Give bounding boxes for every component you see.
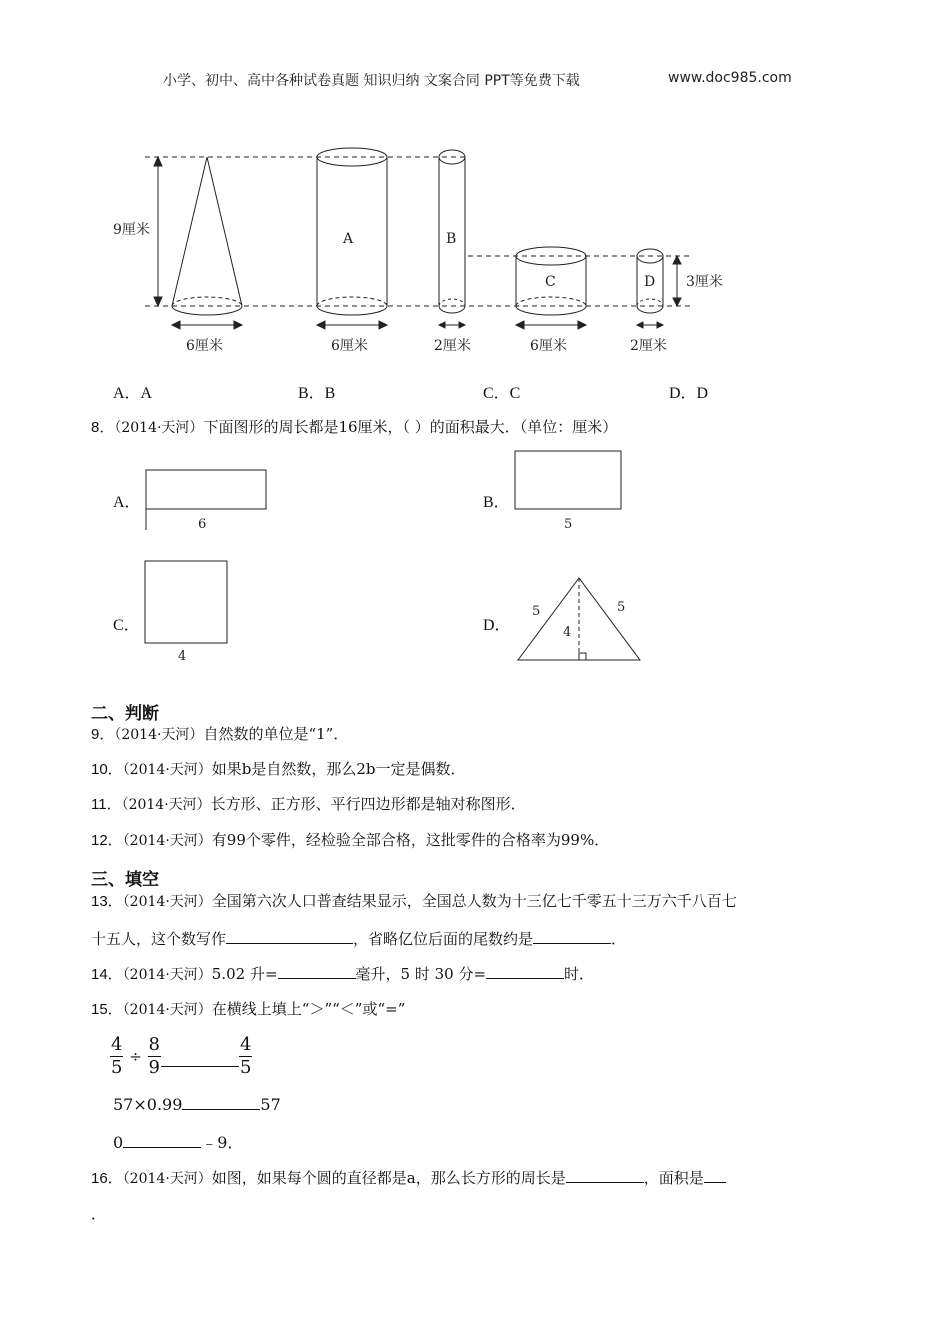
q7-figure [0, 0, 950, 380]
square-c-dim: 4 [178, 649, 187, 664]
q14-text-3: 时． [564, 965, 595, 983]
shape-label-c: C [545, 274, 556, 290]
q10-source: （2014·天河） [122, 762, 212, 778]
q12 [91, 829, 609, 850]
q14-blank-1[interactable] [278, 964, 356, 979]
q14-number: 14． [91, 966, 123, 983]
q13-line1 [91, 890, 737, 911]
q8-option-c-label[interactable]: C． [113, 617, 140, 634]
q8-source: （2014·天河） [114, 420, 204, 436]
q11-source: （2014·天河） [121, 797, 211, 813]
q15-row3-right: ﹣9． [201, 1133, 244, 1152]
shape-label-a: A [343, 231, 354, 247]
q9-text: 自然数的单位是“1”． [203, 725, 349, 743]
height-3-label: 3厘米 [686, 274, 723, 290]
square-4 [145, 561, 227, 643]
q15-row3 [113, 1130, 243, 1153]
section-judge-title: 二、判断 [91, 704, 159, 724]
rectangle-6 [146, 470, 266, 509]
q8-number: 8． [91, 419, 115, 436]
q16-text-2: ，面积是 [643, 1169, 704, 1187]
divide-sign: ÷ [129, 1047, 142, 1066]
q15-source: （2014·天河） [122, 1002, 212, 1018]
q11-number: 11． [91, 796, 122, 813]
q8-option-b-label[interactable]: B． [483, 494, 510, 511]
q8-question [91, 416, 617, 437]
q7-option-b[interactable]: B．B [298, 385, 336, 402]
q13-blank-1[interactable] [226, 929, 353, 944]
shape-label-d: D [644, 274, 656, 290]
fraction-4-5-right: $\frac{4}{5}$ [239, 1034, 252, 1078]
q15-blank-1[interactable] [161, 1046, 239, 1067]
triangle [518, 578, 640, 660]
q15-row2-left: 57×0.99 [113, 1095, 183, 1114]
q10 [91, 758, 466, 779]
header-url[interactable]: www.doc985.com [668, 70, 792, 86]
triangle-height: 4 [563, 625, 572, 640]
q14-source: （2014·天河） [122, 967, 212, 983]
q8-figures [0, 440, 950, 670]
height-9-label: 9厘米 [113, 222, 150, 238]
q13-number: 13． [91, 893, 123, 910]
fraction-4-5: $\frac{4}{5}$ [111, 1034, 123, 1078]
q11 [91, 793, 526, 814]
q15-row2-right: 57 [260, 1095, 281, 1114]
q15-blank-3[interactable] [123, 1133, 201, 1148]
section-fill-title: 三、填空 [91, 870, 159, 890]
q8-option-d-label[interactable]: D． [483, 617, 511, 634]
q14 [91, 963, 594, 984]
q16 [91, 1167, 726, 1188]
q16-text-1: 如图，如果每个圆的直径都是a，那么长方形的周长是 [211, 1169, 566, 1187]
q13-text-a: 十五人，这个数写作 [91, 930, 227, 948]
shape-label-b: B [446, 231, 457, 247]
q16-source: （2014·天河） [122, 1171, 212, 1187]
q15-number: 15． [91, 1001, 123, 1018]
fraction-8-9: $\frac{8}{9}$ [148, 1034, 160, 1078]
triangle-left-side: 5 [532, 604, 541, 619]
rectangle-5 [515, 451, 621, 509]
cone-base-label: 6厘米 [186, 338, 223, 354]
q15-row1 [110, 1034, 252, 1079]
q7-option-c[interactable]: C．C [483, 385, 521, 402]
q13-blank-2[interactable] [533, 929, 611, 944]
cone-shape [172, 157, 242, 315]
c-base-label: 6厘米 [530, 338, 567, 354]
q13-line2 [91, 928, 626, 949]
q10-text: 如果b是自然数，那么2b一定是偶数． [211, 760, 466, 778]
q14-text-1: 5.02 升= [211, 965, 278, 983]
q16-number: 16． [91, 1170, 123, 1187]
q11-text: 长方形、正方形、平行四边形都是轴对称图形． [210, 795, 526, 813]
q16-blank-2[interactable] [704, 1168, 726, 1183]
q12-text: 有99个零件，经检验全部合格，这批零件的合格率为99%． [211, 831, 610, 849]
q10-number: 10． [91, 761, 123, 778]
q7-option-a[interactable]: A．A [113, 385, 153, 402]
q9-source: （2014·天河） [114, 727, 204, 743]
q12-source: （2014·天河） [122, 833, 212, 849]
q14-blank-2[interactable] [486, 964, 564, 979]
q16-blank-1[interactable] [566, 1168, 644, 1183]
q15-row2 [113, 1095, 281, 1114]
header-text: 小学、初中、高中各种试卷真题 知识归纳 文案合同 PPT等免费下载 [163, 73, 580, 89]
q15-row3-left: 0 [113, 1133, 124, 1152]
q9 [91, 723, 348, 744]
q7-option-d[interactable]: D．D [669, 385, 709, 402]
q13-source: （2014·天河） [122, 894, 212, 910]
rect-a-dim: 6 [198, 517, 207, 532]
q13-text-c: ． [611, 930, 627, 948]
rect-b-dim: 5 [564, 517, 573, 532]
q9-number: 9． [91, 726, 115, 743]
q15-text: 在横线上填上“＞”“＜”或“=” [211, 1000, 406, 1018]
q8-text: 下面图形的周长都是16厘米，（ ）的面积最大．（单位：厘米） [203, 418, 618, 436]
triangle-right-side: 5 [617, 600, 626, 615]
q15 [91, 998, 405, 1019]
b-base-label: 2厘米 [434, 338, 471, 354]
q15-blank-2[interactable] [182, 1095, 260, 1110]
q13-text-b: ，省略亿位后面的尾数约是 [353, 930, 534, 948]
q12-number: 12． [91, 832, 123, 849]
a-base-label: 6厘米 [331, 338, 368, 354]
q13-text-line1: 全国第六次人口普查结果显示，全国总人数为十三亿七千零五十三万六千八百七 [211, 892, 737, 910]
q16-end: ． [91, 1205, 107, 1223]
d-base-label: 2厘米 [630, 338, 667, 354]
q14-text-2: 毫升，5 时 30 分= [355, 965, 487, 983]
q8-option-a-label[interactable]: A． [113, 494, 141, 511]
